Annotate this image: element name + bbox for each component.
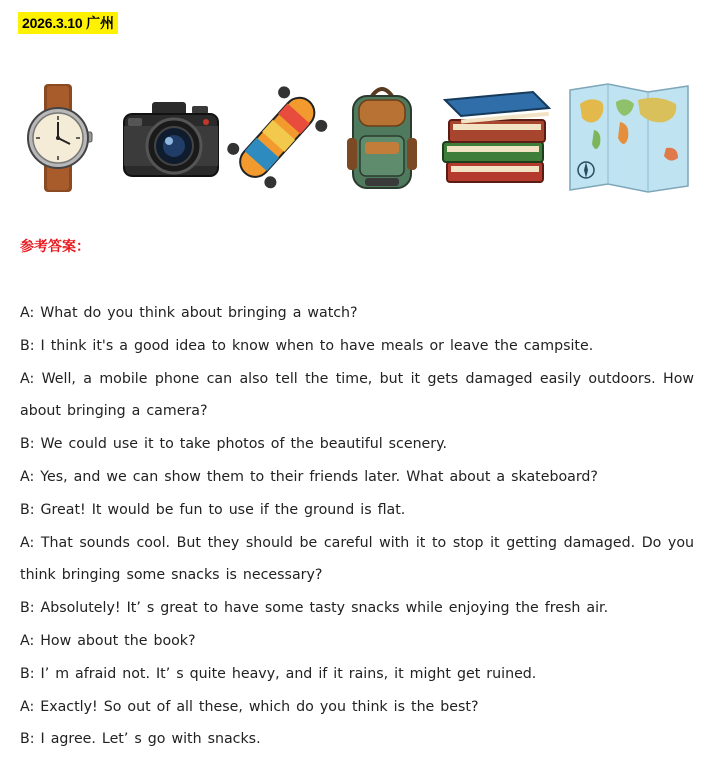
skateboard-icon — [226, 82, 330, 194]
dialogue-list — [20, 297, 694, 756]
dialogue-line: A: Well, a mobile phone can also tell the time, but it gets damaged easily outdoors. How about bringing a camera? — [20, 370, 694, 420]
books-icon — [441, 82, 551, 194]
dialogue-line: B: I’ m afraid not. It’ s quite heavy, and if it rains, it might get ruined. — [20, 665, 537, 682]
dialogue-line: B: I agree. Let’ s go with snacks. — [20, 731, 261, 748]
answer-heading: 参考答案： — [20, 238, 90, 254]
dialogue-line: A: That sounds cool. But they should be careful with it to stop it getting damaged. Do you think bringing some snacks is necessary? — [20, 534, 694, 584]
dialogue-line: B: I think it's a good idea to know when to have meals or leave the campsite. — [20, 337, 594, 354]
dialogue-line: A: Yes, and we can show them to their friends later. What about a skateboard? — [20, 468, 598, 485]
map-icon — [568, 82, 690, 194]
dialogue-line: B: We could use it to take photos of the beautiful scenery. — [20, 436, 447, 453]
items-illustration-row — [20, 82, 692, 194]
date-location-label: 2026.3.10 广州 — [18, 12, 118, 34]
dialogue-line: A: What do you think about bringing a watch? — [20, 305, 358, 321]
dialogue-line: B: Absolutely! It’ s great to have some tasty snacks while enjoying the fresh air. — [20, 600, 609, 617]
dialogue-line: B: Great! It would be fun to use if the ground is flat. — [20, 501, 406, 518]
backpack-icon — [345, 82, 419, 194]
camera-icon — [118, 82, 222, 194]
dialogue-line: A: How about the book? — [20, 632, 196, 649]
watch-icon — [20, 82, 96, 194]
dialogue-line: A: Exactly! So out of all these, which do you think is the best? — [20, 698, 479, 715]
